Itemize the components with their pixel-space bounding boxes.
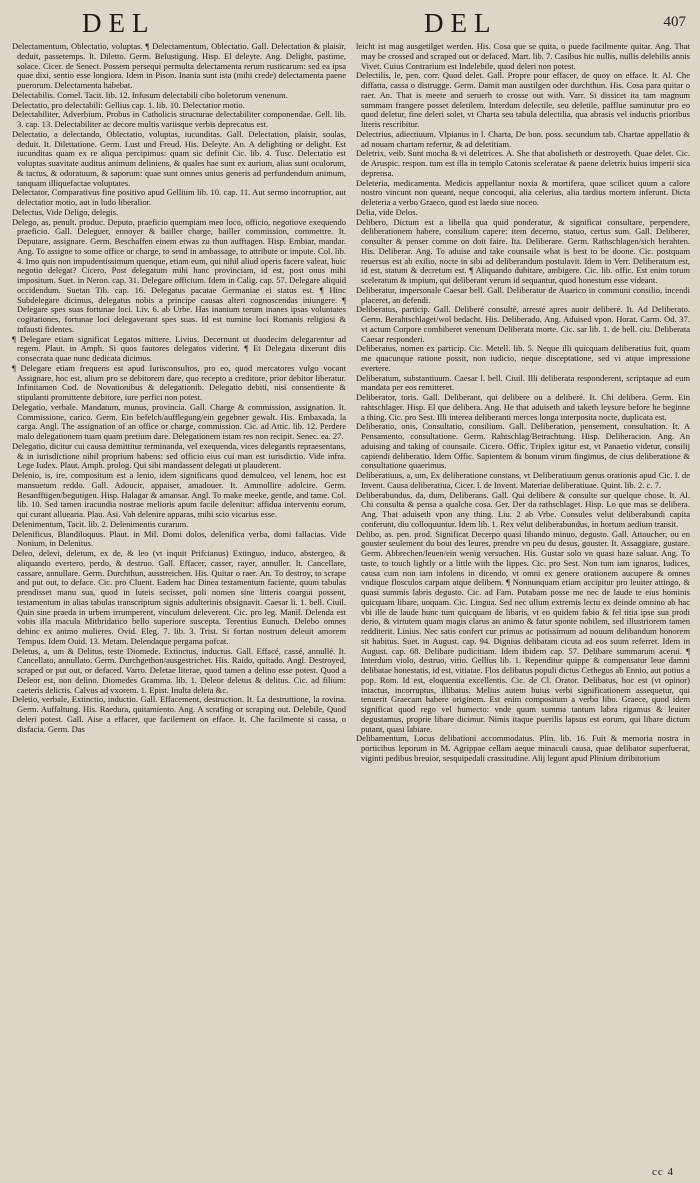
- dictionary-entry: Deliberatus, particip. Gall. Deliberé consulté, arresté apres auoir deliberé. It. Ad Deliberato. Germ. Berahtschlaget/wol bedacht. His. Deliberado. Ang. Aduised vpon. Horat. Carm. Od. 37. vt actum Corpore combiberet venenum Deliberata morte. Cic. sar lib. 1. de bell. ciu. Deliberata Caesar responderi.: [356, 304, 690, 344]
- dictionary-entry: Deletrix, veib. Sunt mocha & vi deletrices. A. She that abolisheth or destroyeth. Quae delet. Cic. de Aruspic. respon. tum est illa in templo Catonis sceleratae & paene deletrix huius imperii sica deprensa.: [356, 148, 690, 178]
- dictionary-entry: Delegatio, verbale. Mandatum, munus, provincia. Gall. Charge & commission, assignation. It. Commissione, carico. Germ. Ein befelch/aufflegung/ein gegebner gewalt. His. Embaxada, la carga. Angl. The assignation of an office or charge, commission. Cic. ad Attic. lib. 12. Perdere malo delegationem tuam quam pretium dare. Delegationem istam res non recipit. Senec. ea. 27.: [12, 401, 346, 441]
- dictionary-entry: Delectamentum, Oblectatio, voluptas. ¶ Delectamentum, Oblectatio. Gall. Delectation & plaisir, deduit, passetemps. It. Diletto. Germ. Belustigung. Hisp. El deleyte. Ang. Delight, pastime, solace. Cicer. de Senect. Possem persequi permulta delectamenta rerum rusticarum: sed ea ipsa quae dixi, sentio esse longiora. Idem in Pison. Inania sunt ista (mihi crede) delectamenta paene puerorum. Delectamenta habebat.: [12, 42, 346, 90]
- dictionary-entry: Delectabilis. Cornel. Tacit. lib. 12. Infusum delectabili cibo boletorum venenum.: [12, 89, 288, 100]
- header-right-guide-word: DEL: [424, 8, 498, 38]
- dictionary-entry: ¶ Delegare etiam significat Legatos mittere. Livius. Decernunt ut duodecim delegarentur ad regem. Plaut. in Amph. Si quos fautores delegatos viderint. ¶ Et Delegata dixerunt diis consecrata quae nunc dedicata dicimus.: [12, 333, 346, 363]
- dictionary-entry: Delibo, as. pen. prod. Significat Decerpo quasi libando minuo, degusto. Gall. Attoucher, ou en gouster seulement du bout des leures, prendre vn peu du desus, gouster. It. Assaggiare, gustare. Germ. Abbrechen/leuen/ein wenig versuchen. His. Gustar solo vn quasi haze saluar. Ang. To taste, to touch lightly or a little with the lippes. Cic. pro Sest. Non tum iam ignaros, Iudices, causa cum non iam infolens in dicendo, vt omni ex genere orationem aucupere & omnes vndique flosculos carpam atque delibem. ¶ Nonnunquam etiam accipitur pro leuiter attingo, & quasi summis labris degusto. Cic. ad Fam. Putabam posse me nec de laude te eius hominis quicquam libare, uoquam. Cic. Lingua. Sed nec ullum extremis lectu ex deinde omnino ab hac vbi ille de laude hunc tum quicquam de libaris, vt eo quidem fabio & fel titia ipse sua prodi derio, & virtutem quam magis clarus an animo & fatur sponte nobilem, sed illustriorem tamen redditerit. Linius. Nec satis confert cur primus ac potissimum ad nouum delibandum honorem sit habitus. Suet. in August. cap. 94. Dignius delibatam cicuta ad eos suum referret. Idem in August. cap. 68. Delibare pudicitiam. Idem ibidem cap. 57. Delibare summarum acerui. ¶ Interdum violo, destruo, vitio. Gellius lib. 1. Rependitur quippe & compensatur leue damni delibatae honestatis, id est, vitiatae. Flos delibatus populi dictus Cethegus ab Ennio, aut potius a pop. Rom. Id est, eloquentia excellentis. Cic. de Cl. Orator. Delibatus, hoc est (vt opinor) intactus, incorruptus, illibatus. Melius autem huius verbi significationem assequetur, qui tenuerit Graecam habere originem. Est enim compositum a verbo libo. Graece, quod idem significat quod rego vel humecto: vnde quum summa tantum labra rigamus & leuiter degustamus, proprie libare dicimur. Nimis itaque puerilis lapsus est eorum, qui libare dictum putant, quasi labiare.: [356, 528, 690, 734]
- dictionary-entry: leicht ist mag ausgetilget werden. His. Cosa que se quita, o puede facilmente quitar. Ang. That may be crossed and scraped out or defaced. Mart. lib. 7. Casibus hic nullis, nullis delebilis annis Vivet. Cuius Contrarium est Indelebile, quod deleri non potest.: [356, 42, 690, 71]
- dictionary-entry: Deliberabundus, da, dum, Deliberans. Gall. Qui delibere & consulte sur quelque chose. It. Al. Chi consulta & pensa a qualche cosa. Ger. Der da rathschlaget. Hisp. Lo que mas se delibera. Ang. That aduiseth vpon any thing. Liu. 2 ab Vrbe. Consules velut deliberabundi capita conferunt, diu colloquuntur. Idem lib. 1. Rex velut deliberabundus, in hortum aedium transit.: [356, 489, 690, 529]
- page-number: 407: [663, 14, 686, 30]
- dictionary-entry: Deletus, a, um & Delitus, teste Diomede. Extinctus, inductus. Gall. Effacé, cassé, annullé. It. Cancellato, annullato. Germ. Durchgethon/ausgestrichet. His. Raido, quitado. Angl. Destroyed, scraped or put out, or defaced. Varro. Deletae literae, quod tamen a delino esse potest. Quod a Deleor est, non delino. Diomedes Gramma. lib. 1. Deleor deletus & delitus. Cic. ad filium: caeteris delictis. Calvus ad vxorem. 1. Epist. Inulta deleta &c.: [12, 645, 346, 695]
- dictionary-entry: Deliberatiuus, a, um, Ex deliberatione constans, vt Deliberatiuum genus orationis apud Cic. l. de Invent. Causa deliberatiua, Cicer. l. de Invent. Materiae deliberatiuae. Quint. lib. 2. c. 7.: [356, 470, 690, 490]
- dictionary-entry: Delectrius, adiectiuum. Vlpianus in l. Charta, De bon. poss. secundum tab. Chartae appellatio & ad nouam chartam refertur, & ad deletitiam.: [356, 128, 690, 149]
- running-header: [12, 8, 690, 38]
- dictionary-entry: Deliberatur, impersonale Caesar bell. Gall. Deliberatur de Auarico in communi consilio, incendi placeret, an defendi.: [356, 284, 690, 305]
- dictionary-entry: Delectilis, le, pen. corr. Quod delet. Gall. Propre pour effacer, de quoy on efface. It. Al. Che diffatta, cassa o distrugge. Germ. Damit man austilgen oder durchthun. His. Cosa para quitar o raer. An. That is meete and seruerh to crosse out with. Varr. Si dissicet ita tam magnum summam frangere posset deletilem. Interdum delectile, seu deletile, pafflue suminutur pro eo quod deletur, fine deleri solet, vt Charta seu tabula delectilia, qua abrasis vel inductis prioribus literis rescribitur.: [356, 70, 690, 129]
- dictionary-entry: Deleteria, medicamenta. Medicis appellantur noxia & mortifera, quae scilicet quum a calore nostro vincunt non queant, neque concoqui, alia celerius, alia tardius mortem inferunt. Dicta deleteria a verbo Graeco, quod est laedo siue noceo.: [356, 177, 690, 207]
- dictionary-entry: Delego, as, penult. produc. Deputo, praeficio quempiam meo loco, officio, negotiove exequendo praeficio. Gall. Deleguer, ennoyer & bailler charge, bailler commission, commettre. It. Deputare, assignare. Germ. Beschaffen einem etwas zu thun aufftagen. Hisp. Embiar, mandar. Ang. To assigne to some office or charge, to send in ambassage, to attribute or impute. Col. lib. 4. Imo quis non impudentissimum quenque, etiam eum, qui nihil aliud operis facere valeat, huic negotio delegat? Cicero, Post delegatum mihi hanc provinciam, id est, post onus mihi impositum. Suet. in Neron. cap. 31. Delegare officium. Idem in Calig. cap. 57. Delegare aliquid occidendum. Suetan Tib. cap. 16. Delegatus pacatae Germaniae ei status est. ¶ Hinc Subdelegare dicimus, delegatus nobis a principe causas alteri cognoscendas iniungere. ¶ Delegare spes suas fortunae loci. Liv. 6. ab Urbe. Has inanium terum inanes ipsas voluntates cogitationes, fortunae loci delegaverant spes suas. Id est numine loci Romanis religiosi & infausti fidentes.: [12, 216, 346, 334]
- dictionary-entry: ¶ Delegare etiam frequens est apud Iurisconsultos, pro eo, quod mercatores vulgo vocant Assignare, hoc est, alium pro se debitorem dare, quo recepto a creditore, prior debitor liberatur. Infinitamen Cod. de Novationibus & delegationib. Delegatio debiti, nisi consentiente & stipulanti promittente debitore, iure perfici non potest.: [12, 362, 346, 402]
- dictionary-entry: Deletio, verbale, Extinctio, inductio. Gall. Effacement, destruction. It. La destruttione, la rovina. Germ. Auffaltung. His. Raedura, quitamiento. Ang. A scrafing or scraping out. Delebile, Quod deleri potest. Gall. Aise a effacer, que facilement on efface. It. Che facilmente si cassa, o disfacia. Germ. Das: [12, 694, 346, 734]
- dictionary-entry: Deliberator, toris. Gall. Deliberant, qui delibere ou a deliberé. It. Chi delibera. Germ. Ein rahtschlager. Hisp. El que delibera. Ang. He that aduiseth and taketh leysure before he beginne a thing. Cic. pro Sest. Illi interea deliberanti merces longa interposita nocte, duplicata est.: [356, 392, 690, 422]
- dictionary-entry: Delenimentum, Tacit. lib. 2. Delenimentis curarum.: [12, 518, 189, 529]
- dictionary-entry: Delenificus, Blandiloquus. Plaut. in Mil. Domi dolos, delenifica verba, domi fallacias. Vide Nonium, in Delenitus.: [12, 528, 346, 549]
- left-column: [12, 42, 346, 1170]
- dictionary-entry: Deleo, delevi, deletum, ex de, & leo (vt inquit Prifcianus) Extinguo, induco, abstergeo, & aliquando evertero, perdo, & destruo. Gall. Effacer, casser, rayer, annuller. It. Cancellare, cassare, annullare. Germ. Durchthun, ausstreichen. His. Quitar o raer. An. To destroy, to scrape and put out, to deface. Cic. pro Cluent. Eadem hac Dinea testamentum faciente, quum tabulas prendisset manu sua, quod in luteis secisset, poli nomen sine litteris coargui possent, testamentum in alias tabulas transcriptum signis adulterinis obsignavit. Caesar li. 1. bell. Ciuil. Quin sine praeda in urbem irrumperent, vinculum deleverent. Cic. pro leg. Manil. Delenda est vobis illa macula Mithridatico bello superiore suscepta. Terentius Eunuch. Delebo omnes dehinc ex animo mulieres. Ovid. Eleg. 7. lib. 3. Trist. Si fortan nostrum deleuit amorem Tempus. Idem Ouid. 13. Metam. Delendaque pergama pofcat.: [12, 548, 346, 646]
- dictionary-entry: Deliberatus, nomen ex particip. Cic. Metell. lib. 5. Neque illi quicquam deliberatius fuit, quam me quacunque ratione possit, non iudicio, neque disceptatione, sed vi atque impressione evertere.: [356, 343, 690, 373]
- header-left-guide-word: DEL: [82, 8, 156, 38]
- dictionary-entry: Delectator, Comparativus fine positivo apud Gellium lib. 10. cap. 11. Aut sermo incorruptior, aut delectatior motio, aut in ludo liberalior.: [12, 187, 346, 207]
- text-columns: [12, 42, 690, 1170]
- right-column: [356, 42, 690, 1170]
- dictionary-entry: Delegatio, dicitur cui causa demittitur terminanda, vel exequenda, vices delegantis repraesentans, & in iurisdictione nihil proprium habens: sed officio eius cui man est iurisdictio. Vide infra. Lege Iudex. Plaut. Amph. prolog. Qui sibi mandassent delegati ut plauderent.: [12, 440, 346, 471]
- dictionary-entry: Delibamentum, Locus delibationi accommodatus. Plin. lib. 16. Fuit & memoria nostra in porticibus leporum in M. Agrippae cellam aeque minaculi causa, quae delibator superfuerat, viginti pedibus breuior, sesquipedali crassitudine. Alij legunt apud Plinium diribitorium: [356, 733, 690, 763]
- dictionary-entry: Deliberatio, onis, Consultatio, consilium. Gall. Deliberation, pensement, consultation. It. A Pensamento, consultatione. Germ. Rahtschlag/Betrachtung. Hisp. Deliberacion. Ang. An aduising and taking of counsaile. Cicero. Offic. Triplex igitur est, vt Panaetio videtur, consilij capiendi deliberatio. Idem Offic. Sapientem & bonum virum fingimus, de cius deliberatione & consultatione quaerimus.: [356, 421, 690, 471]
- dictionary-entry: Delectatio, pro delectabili: Gellius cap. 1. lib. 10. Delectatior motio.: [12, 99, 245, 110]
- signature-mark: cc 4: [651, 1166, 674, 1178]
- dictionary-entry: Delectatio, a delectando, Oblectatio, voluptas, iucunditas. Gall. Delectation, plaisir, soulas, deduit. It. Dilettatione. Germ. Lust und Freud. His. Deleyte. An. A delighting or delight. Est iucunditas quam ex re aliqua percipimus: quam sic definit Cic. lib. 4. Tusc. Delectatio est voluptas suavitate auditus animum deliniens, & quales hae sunt ex aurium, alias sunt oculorum, & tactus, & odoratuum, & saporum: quae sunt omnes unius generis ad perfundendum animum, tanquam illiquefactae voluptates.: [12, 128, 346, 188]
- dictionary-entry: Delectus, Vide Deligo, delegis.: [12, 206, 119, 217]
- dictionary-entry: Delibero, Dictum est a libella qua quid ponderatur, & significat consultare, perpendere, deliberationem habere, consilium capere: item decerno, statuo, certus sum. Gall. Deliberer, consulter & penser comme on doit faire. Ita. Deliberare. Germ. Rathschlagen/sich berahten. His. Deliberar. Ang. To aduise and take counsaile what is best to be doone. Cic. postquam reuersus est ab exilio, nocte in sibi ad deliberandum postulavit. Idem in Verr. Deliberatum est, id est, statum & decretum est. ¶ Aliquando dubitare, ambigere. Cic. lib. offic. Est enim totum sceleratum & impium, qui deliberant verum id sequantur, quod honestum esse videant.: [356, 216, 690, 285]
- dictionary-entry: Delectabiliter, Adverbium. Probus in Catholicis structurae delectabiliter componendae. Gell. lib. 3. cap. 13. Delectabiliter ac decore multis variisque verbis deprecatus est.: [12, 109, 346, 129]
- dictionary-entry: Delia, vide Delos.: [356, 206, 418, 217]
- dictionary-entry: Deliberatum, substantiuum. Caesar l. bell. Ciuil. Illi deliberata responderent, scriptaque ad eum mandata per eos remitteret.: [356, 372, 690, 393]
- dictionary-entry: Delenio, is, ire, compositum est a lenio, idem significans quod demulceo, vel lenem, hoc est mansuetum reddo. Gall. Adoucir, appaiser, amadouer. It. Ammollire adolcire. Germ. Besanfftigen/begutigen. Hisp. Halagar & amansar. Angl. To make meeke, gentle, and tame. Col. lib. 10. Sed tamen iracundia nostrae melioris apum facile delenitur: affidua interventu eorum, qui curant alluearia. Plau. Asi. Vah delenire apparas, mihi scio vicarius esse.: [12, 470, 346, 519]
